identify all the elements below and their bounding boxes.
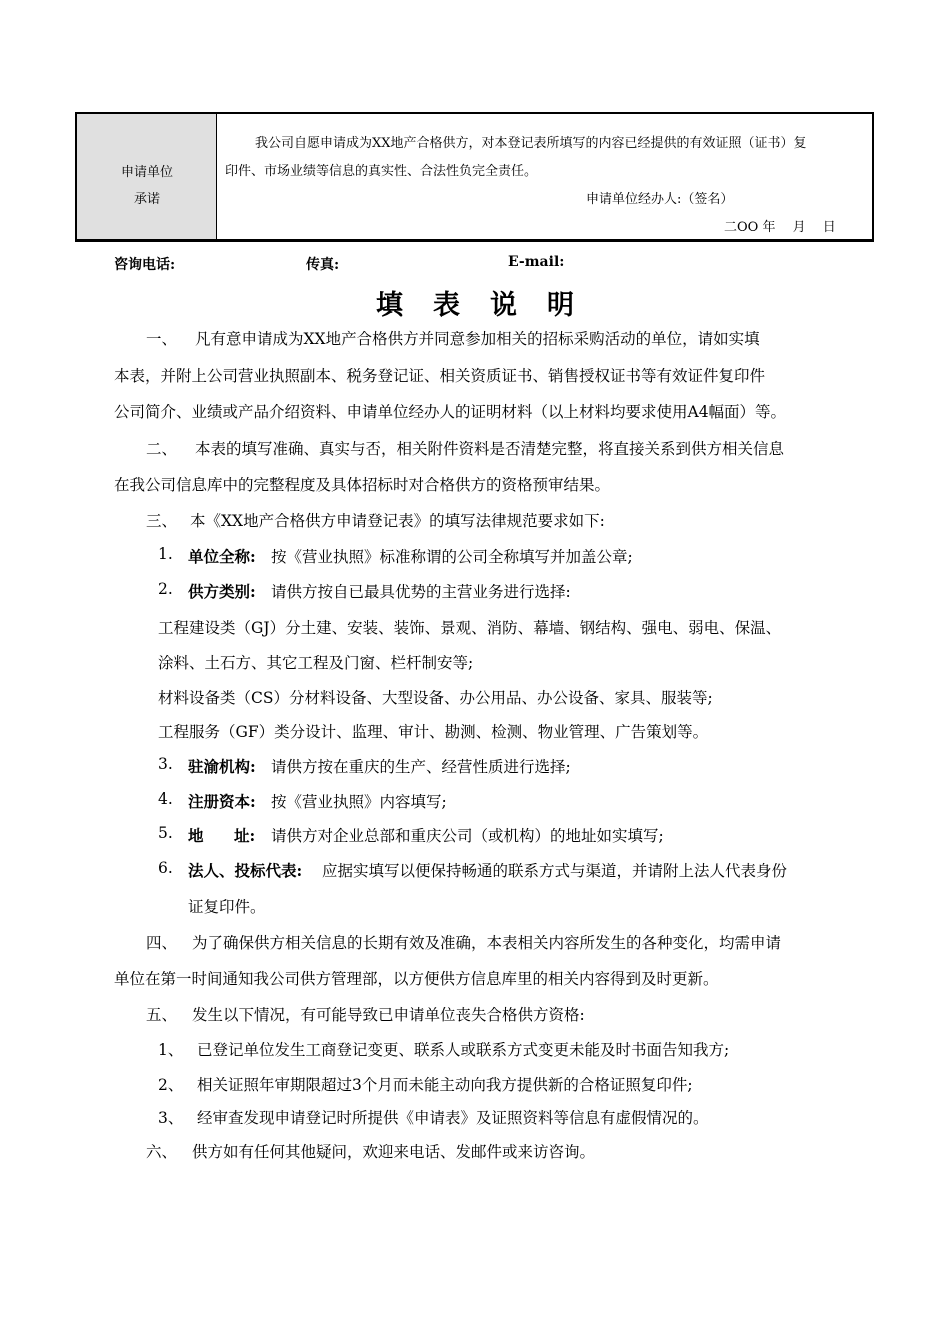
sub2-text: 相关证照年审期限超过3个月而未能主动向我方提供新的合格证照复印件; bbox=[197, 1076, 693, 1094]
commitment-date: 二OO 年 月 日 bbox=[724, 220, 836, 235]
contact-phone-label: 咨询电话: bbox=[114, 257, 176, 273]
gf-line: 工程服务（GF）类分设计、监理、审计、勘测、检测、物业管理、广告策划等。 bbox=[158, 723, 709, 741]
sub1-number: 1、 bbox=[158, 1041, 184, 1059]
gj-line2: 涂料、土石方、其它工程及门窗、栏杆制安等; bbox=[158, 654, 474, 672]
commitment-label-line1: 申请单位 bbox=[120, 165, 173, 180]
sub3-number: 3、 bbox=[158, 1109, 184, 1127]
item1-label: 单位全称: bbox=[188, 547, 256, 566]
p2-number: 二、 bbox=[146, 440, 178, 458]
cs-line: 材料设备类（CS）分材料设备、大型设备、办公用品、办公设备、家具、服装等; bbox=[158, 689, 713, 707]
p6-number: 六、 bbox=[146, 1143, 178, 1161]
item2-label: 供方类别: bbox=[188, 582, 256, 601]
p1-line1: 凡有意申请成为XX地产合格供方并同意参加相关的招标采购活动的单位，请如实填 bbox=[195, 330, 760, 348]
p6-line1: 供方如有任何其他疑问，欢迎来电话、发邮件或来访咨询。 bbox=[192, 1143, 596, 1161]
item3-text: 请供方按在重庆的生产、经营性质进行选择; bbox=[271, 758, 571, 776]
commitment-label-cell bbox=[77, 114, 217, 239]
p1-number: 一、 bbox=[146, 330, 178, 348]
page-title: 填表说明 bbox=[376, 290, 604, 321]
item5-text: 请供方对企业总部和重庆公司（或机构）的地址如实填写; bbox=[271, 827, 664, 845]
p4-line1: 为了确保供方相关信息的长期有效及准确，本表相关内容所发生的各种变化，均需申请 bbox=[192, 934, 782, 952]
p5-line1: 发生以下情况，有可能导致已申请单位丧失合格供方资格: bbox=[192, 1006, 585, 1024]
item3-label: 驻渝机构: bbox=[188, 757, 256, 776]
item5-label-a: 地 bbox=[188, 826, 204, 845]
p3-line1: 本《XX地产合格供方申请登记表》的填写法律规范要求如下: bbox=[190, 512, 605, 530]
sub2-number: 2、 bbox=[158, 1076, 184, 1094]
item5-label-b: 址: bbox=[234, 826, 256, 845]
p3-number: 三、 bbox=[146, 512, 178, 530]
item6-number: 6. bbox=[158, 859, 173, 877]
item1-text: 按《营业执照》标准称谓的公司全称填写并加盖公章; bbox=[271, 548, 633, 566]
item3-number: 3. bbox=[158, 755, 173, 773]
item4-text: 按《营业执照》内容填写; bbox=[271, 793, 447, 811]
item4-number: 4. bbox=[158, 790, 173, 808]
commitment-text-line1: 我公司自愿申请成为XX地产合格供方，对本登记表所填写的内容已经提供的有效证照（证书）复 bbox=[255, 136, 807, 151]
item1-number: 1. bbox=[158, 545, 173, 563]
contact-email-label: E-mail: bbox=[508, 254, 565, 270]
item2-text: 请供方按自已最具优势的主营业务进行选择: bbox=[271, 583, 571, 601]
contact-fax-label: 传真: bbox=[306, 257, 340, 273]
p5-number: 五、 bbox=[146, 1006, 178, 1024]
item5-number: 5. bbox=[158, 824, 173, 842]
item4-label: 注册资本: bbox=[188, 792, 256, 811]
commitment-table bbox=[75, 112, 874, 242]
sub3-text: 经审查发现申请登记时所提供《申请表》及证照资料等信息有虚假情况的。 bbox=[197, 1109, 709, 1127]
p2-line1: 本表的填写准确、真实与否，相关附件资料是否清楚完整，将直接关系到供方相关信息 bbox=[195, 440, 785, 458]
gj-line1: 工程建设类（GJ）分土建、安装、装饰、景观、消防、幕墙、钢结构、强电、弱电、保温、 bbox=[158, 619, 782, 637]
sub1-text: 已登记单位发生工商登记变更、联系人或联系方式变更未能及时书面告知我方; bbox=[197, 1041, 730, 1059]
item6-text2: 证复印件。 bbox=[188, 898, 266, 916]
commitment-label-line2: 承诺 bbox=[133, 192, 160, 207]
commitment-signature: 申请单位经办人:（签名） bbox=[586, 192, 734, 207]
commitment-text-line2: 印件、市场业绩等信息的真实性、合法性负完全责任。 bbox=[225, 164, 538, 179]
p4-line2: 单位在第一时间通知我公司供方管理部，以方便供方信息库里的相关内容得到及时更新。 bbox=[114, 970, 719, 988]
p2-line2: 在我公司信息库中的完整程度及具体招标时对合格供方的资格预审结果。 bbox=[114, 476, 611, 494]
p4-number: 四、 bbox=[146, 934, 178, 952]
p1-line3: 公司简介、业绩或产品介绍资料、申请单位经办人的证明材料（以上材料均要求使用A4幅面）等。 bbox=[114, 403, 787, 421]
item6-text: 应据实填写以便保持畅通的联系方式与渠道，并请附上法人代表身份 bbox=[322, 862, 788, 880]
p1-line2: 本表，并附上公司营业执照副本、税务登记证、相关资质证书、销售授权证书等有效证件复印件 bbox=[114, 367, 766, 385]
item2-number: 2. bbox=[158, 580, 173, 598]
item6-label: 法人、投标代表: bbox=[188, 861, 303, 880]
